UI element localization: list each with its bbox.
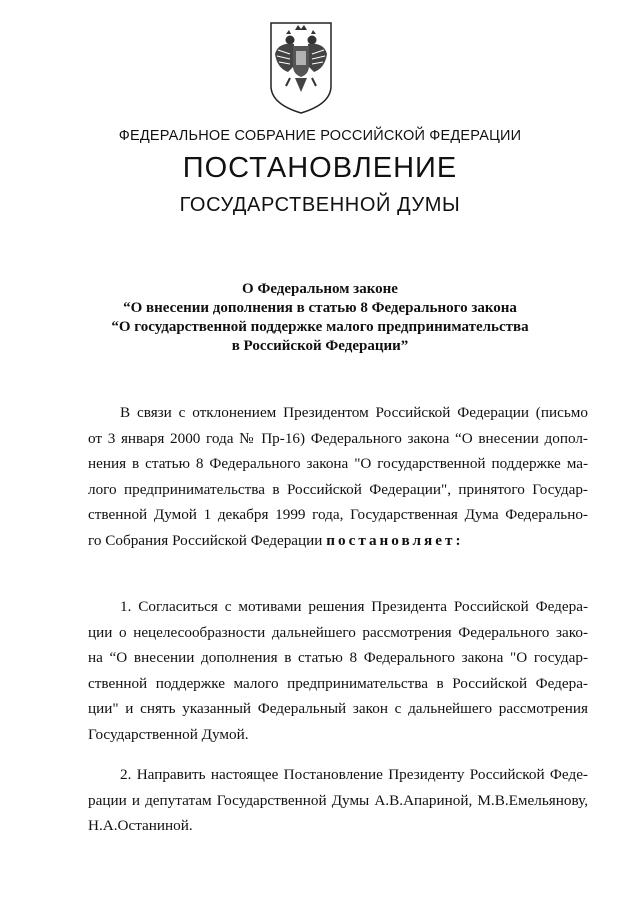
preamble-line: лого предпринимательства в Российской Федерации", принятого Государ- — [88, 480, 588, 498]
subject-line: “О внесении дополнения в статью 8 Федерального закона — [123, 300, 517, 316]
document-type-title: ПОСТАНОВЛЕНИЕ — [182, 152, 458, 184]
item-2-line: рации и депутатам Государственной Думы А.В.Апариной, М.В.Емельянову, — [88, 791, 588, 809]
preamble-line: В связи с отклонением Президентом Российской Федерации (письмо — [120, 404, 588, 421]
preamble-line-text: го Собрания Российской Федерации — [88, 531, 323, 549]
subject-line: “О государственной поддержке малого предпринимательства — [111, 319, 529, 335]
item-1-line: ции о нецелесообразности дальнейшего рассмотрения Федерального зако- — [88, 623, 588, 641]
document-subject — [0, 280, 640, 356]
item-1-line: ции" и снять указанный Федеральный закон с дальнейшего рассмотрения — [88, 700, 588, 718]
item-2-line: 2. Направить настоящее Постановление Президенту Российской Феде- — [120, 766, 588, 783]
state-emblem-icon — [268, 20, 334, 116]
item-2-paragraph — [88, 762, 588, 839]
preamble-line: нения в статью 8 Федерального закона "О государственной поддержке ма- — [88, 455, 588, 473]
preamble-paragraph — [88, 400, 588, 554]
resolves-word: постановляет: — [326, 531, 464, 549]
preamble-line — [88, 528, 588, 554]
item-1-line: на “О внесении дополнения в статью 8 Федерального закона "О государ- — [88, 649, 588, 667]
organization-heading: ФЕДЕРАЛЬНОЕ СОБРАНИЕ РОССИЙСКОЙ ФЕДЕРАЦИИ — [118, 128, 522, 144]
preamble-line: ственной Думой 1 декабря 1999 года, Государственная Дума Федерально- — [88, 506, 588, 524]
item-1-line: Государственной Думой. — [88, 725, 249, 743]
item-1-line: 1. Согласиться с мотивами решения Президента Российской Федера- — [120, 598, 588, 615]
item-1-line: ственной поддержке малого предпринимательства в Российской Федера- — [88, 674, 588, 692]
item-2-line: Н.А.Останиной. — [88, 817, 193, 835]
item-1-paragraph — [88, 594, 588, 748]
subject-line: в Российской Федерации” — [231, 338, 409, 354]
subject-line: О Федеральном законе — [242, 281, 398, 297]
preamble-line: от 3 января 2000 года № Пр-16) Федерального закона “О внесении допол- — [88, 429, 588, 447]
document-issuer-title: ГОСУДАРСТВЕННОЙ ДУМЫ — [179, 194, 461, 216]
